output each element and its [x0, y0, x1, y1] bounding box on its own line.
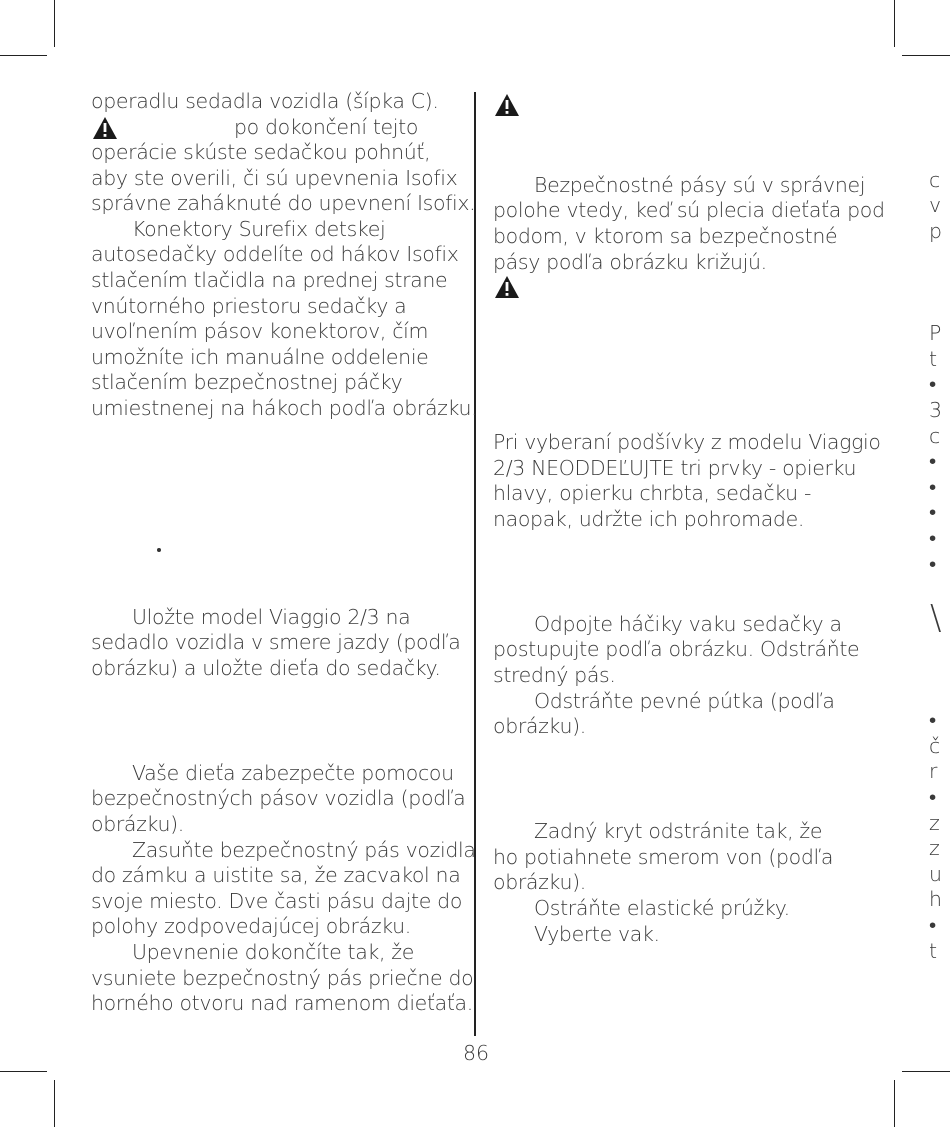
text-line: obrázku). — [493, 714, 586, 738]
edge-fragment: z — [929, 836, 940, 860]
text-line: Pri vyberaní podšívky z modelu Viaggio — [493, 430, 881, 454]
text-line: Upevnenie dokončíte tak, že — [132, 940, 414, 964]
text-line: postupujte podľa obrázku. Odstráňte — [493, 637, 860, 661]
text-line: Vyberte vak. — [534, 922, 660, 946]
text-line: obrázku) a uložte dieťa do sedačky. — [91, 656, 441, 680]
warning-icon — [494, 93, 520, 117]
text-line: Vaše dieťa zabezpečte pomocou — [132, 761, 454, 785]
edge-fragment: u — [929, 862, 942, 886]
edge-glyph: \ — [930, 598, 942, 638]
text-line: stlačením bezpečnostnej páčky — [91, 370, 403, 394]
edge-fragment: c — [929, 424, 941, 448]
text-line: správne zaháknuté do upevnení Isofix. — [91, 191, 476, 215]
text-line: do zámku a uistite sa, že zacvakol na — [91, 863, 461, 887]
text-line: polohe vtedy, keď sú plecia dieťaťa pod — [493, 198, 885, 222]
edge-fragment: t — [929, 939, 938, 963]
crop-mark — [54, 1080, 55, 1127]
edge-fragment: • — [929, 475, 937, 499]
text-line: Bezpečnostné pásy sú v správnej — [534, 173, 866, 197]
text-line: bezpečnostných pásov vozidla (podľa — [91, 786, 466, 810]
text-line: uvoľnením pásov konektorov, čím — [91, 319, 429, 343]
text-line: Zasuňte bezpečnostný pás vozidla — [132, 838, 476, 862]
text-line: Ostráňte elastické prúžky. — [534, 896, 790, 920]
text-line: sedadlo vozidla v smere jazdy (podľa — [91, 630, 461, 654]
crop-mark — [0, 55, 47, 56]
edge-fragment: • — [929, 372, 937, 396]
text-line: operadlu sedadla vozidla (šípka C). — [91, 89, 439, 113]
crop-mark — [894, 1080, 895, 1127]
text-line: vnútorného priestoru sedačky a — [91, 294, 407, 318]
edge-fragment: č — [929, 734, 941, 758]
text-line: operácie skúste sedačkou pohnúť, — [91, 140, 431, 164]
edge-fragment: • — [929, 785, 937, 809]
text-line: Odstráňte pevné pútka (podľa — [534, 689, 835, 713]
edge-fragment: • — [929, 449, 937, 473]
text-line: autosedačky oddelíte od hákov Isofix — [91, 242, 459, 266]
text-line: bodom, v ktorom sa bezpečnostné — [493, 224, 838, 248]
warning-icon — [92, 116, 118, 140]
edge-fragment: P — [929, 321, 942, 345]
warning-icon — [494, 275, 520, 299]
text-line: polohy zodpovedajúcej obrázku. — [91, 914, 411, 938]
edge-fragment: z — [929, 811, 940, 835]
text-line: hlavy, opierku chrbta, sedačku - — [493, 481, 812, 505]
text-line: umožníte ich manuálne oddelenie — [91, 345, 429, 369]
text-line: obrázku). — [493, 870, 586, 894]
text-line: naopak, udržte ich pohromade. — [493, 507, 805, 531]
text-line: aby ste overili, či sú upevnenia Isofix — [91, 166, 458, 190]
bullet-dot — [157, 548, 161, 552]
text-line: 2/3 NEODDEĽUJTE tri prvky - opierku — [493, 456, 857, 480]
page-number: 86 — [463, 1041, 490, 1065]
edge-fragment: t — [929, 347, 938, 371]
text-line: vsuniete bezpečnostný pás priečne do — [91, 966, 474, 990]
edge-fragment: p — [929, 219, 943, 243]
edge-fragment: c — [929, 168, 941, 192]
text-line: obrázku). — [91, 812, 184, 836]
text-line: ho potiahnete smerom von (podľa — [493, 845, 834, 869]
text-line: Zadný kryt odstránite tak, že — [534, 819, 823, 843]
text-line: pásy podľa obrázku križujú. — [493, 250, 767, 274]
edge-fragment: • — [929, 913, 937, 937]
text-line: po dokončení tejto — [234, 115, 419, 139]
edge-fragment: • — [929, 552, 937, 576]
text-line: svoje miesto. Dve časti pásu dajte do — [91, 889, 463, 913]
edge-fragment: v — [929, 193, 942, 217]
edge-fragment: • — [929, 708, 937, 732]
edge-fragment: • — [929, 500, 937, 524]
column-divider — [474, 92, 476, 1036]
crop-mark — [0, 1071, 47, 1072]
crop-mark — [54, 0, 55, 47]
text-line: umiestnenej na hákoch podľa obrázku. — [91, 396, 478, 420]
crop-mark — [902, 1071, 950, 1072]
text-line: horného otvoru nad ramenom dieťaťa. — [91, 991, 473, 1015]
edge-fragment: 3 — [929, 398, 943, 422]
text-line: stlačením tlačidla na prednej strane — [91, 268, 448, 292]
crop-mark — [894, 0, 895, 47]
edge-fragment: h — [929, 887, 942, 911]
edge-fragment: r — [929, 759, 938, 783]
text-line: Konektory Surefix detskej — [132, 217, 386, 241]
text-line: stredný pás. — [493, 663, 616, 687]
text-line: Odpojte háčiky vaku sedačky a — [534, 612, 842, 636]
text-line: Uložte model Viaggio 2/3 na — [132, 605, 411, 629]
crop-mark — [902, 55, 950, 56]
edge-fragment: • — [929, 526, 937, 550]
